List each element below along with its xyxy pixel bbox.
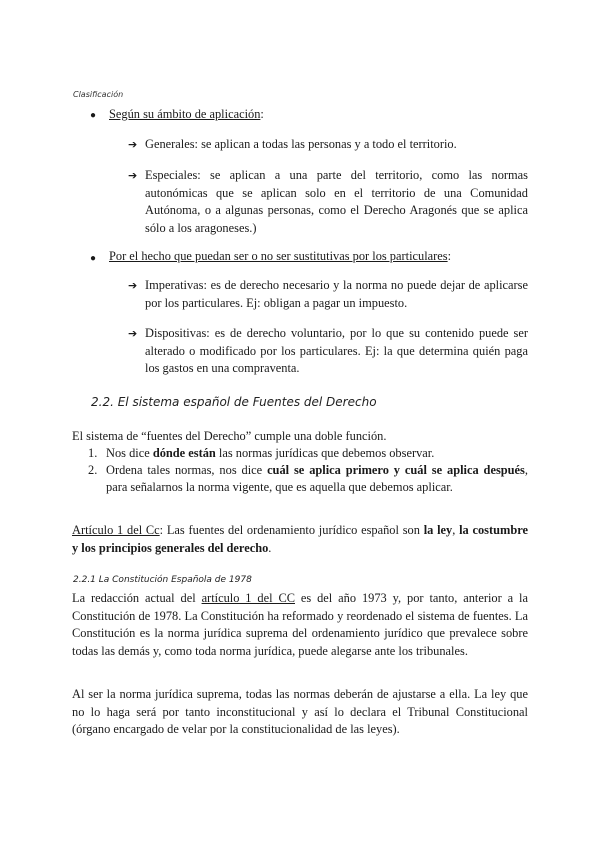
bullet-label-scope — [109, 106, 264, 123]
constitution-paragraph-1 — [72, 590, 528, 660]
bullet-dot: ● — [90, 110, 97, 121]
list-item-2-bold: cuál se aplica primero y cuál se aplica después — [267, 463, 525, 477]
arrow-icon: ➔ — [128, 169, 138, 182]
p1-pre: La redacción actual del — [72, 591, 202, 605]
list-item-2-post: , para señalarnos la norma vigente, que es aquella que debemos aplicar. — [106, 463, 528, 494]
list-item-2 — [106, 462, 528, 496]
article-paragraph — [72, 522, 528, 557]
bullet-label-scope-text: Según su ámbito de aplicación — [109, 107, 261, 121]
list-item-1 — [106, 445, 528, 462]
article-pre: : Las fuentes del ordenamiento jurídico español son — [159, 523, 424, 537]
article-link[interactable]: Artículo 1 del Cc — [72, 523, 160, 537]
list-item-1-pre: Nos dice — [106, 446, 153, 460]
arrow-icon: ➔ — [128, 138, 138, 151]
article-bold-1: la ley — [423, 523, 453, 537]
section-intro: El sistema de “fuentes del Derecho” cumple una doble función. — [72, 429, 387, 443]
classification-heading: Clasificación — [73, 90, 124, 99]
article-end: . — [268, 540, 272, 555]
section-heading-2-2: 2.2. El sistema español de Fuentes del Derecho — [91, 395, 377, 409]
list-number: 1. — [88, 446, 98, 460]
bullet-label-substitutive — [109, 248, 451, 265]
bullet-label-substitutive-text: Por el hecho que puedan ser o no ser sustitutivas por los particulares — [109, 249, 448, 263]
arrow-icon: ➔ — [128, 327, 138, 340]
cc-article-link[interactable]: artículo 1 del CC — [201, 591, 295, 605]
list-item-1-bold: dónde están — [152, 446, 216, 460]
colon: : — [447, 249, 452, 263]
article-sep: , — [452, 523, 460, 537]
item-generales: Generales: se aplican a todas las personas y a todo el territorio. — [145, 137, 457, 151]
list-number: 2. — [88, 463, 98, 477]
list-item-1-post: las normas jurídicas que debemos observar. — [215, 446, 435, 460]
list-item-2-pre: Ordena tales normas, nos dice — [106, 463, 268, 477]
colon: : — [260, 107, 264, 121]
article-bold-2: la costumbre y los principios generales del derecho — [72, 523, 528, 555]
arrow-icon: ➔ — [128, 279, 138, 292]
p1-post: es del año 1973 y, por tanto, anterior a la Constitución de 1978. La Constitución ha reformado y reordenado el sistema de fuentes. La Constitución es la norma jurídica suprema del ordenamiento jurídico que prevalece sobre todas las demás y, como toda norma jurídica, puede alegarse ante los tribunales. — [72, 591, 528, 658]
item-especiales: Especiales: se aplican a una parte del territorio, como las normas autonómicas que se aplican solo en el territorio de una Comunidad Autónoma, o a algunas personas, como el Derecho Aragonés que se aplica sólo a los aragoneses.) — [145, 168, 528, 235]
item-imperativas: Imperativas: es de derecho necesario y la norma no puede dejar de aplicarse por los particulares. Ej: obligan a pagar un impuesto. — [145, 278, 528, 310]
constitution-paragraph-2: Al ser la norma jurídica suprema, todas las normas deberán de ajustarse a ella. La ley que no lo haga será por tanto inconstitucional y así lo declara el Tribunal Constitucional (órgano encargado de velar por la constitucionalidad de las leyes). — [72, 687, 528, 736]
bullet-dot: ● — [90, 253, 97, 264]
item-dispositivas: Dispositivas: es de derecho voluntario, por lo que su contenido puede ser alterado o modificado por los particulares. Ej: la que determina quién paga los gastos en una compraventa. — [145, 326, 528, 375]
section-heading-2-2-1: 2.2.1 La Constitución Española de 1978 — [73, 575, 252, 585]
